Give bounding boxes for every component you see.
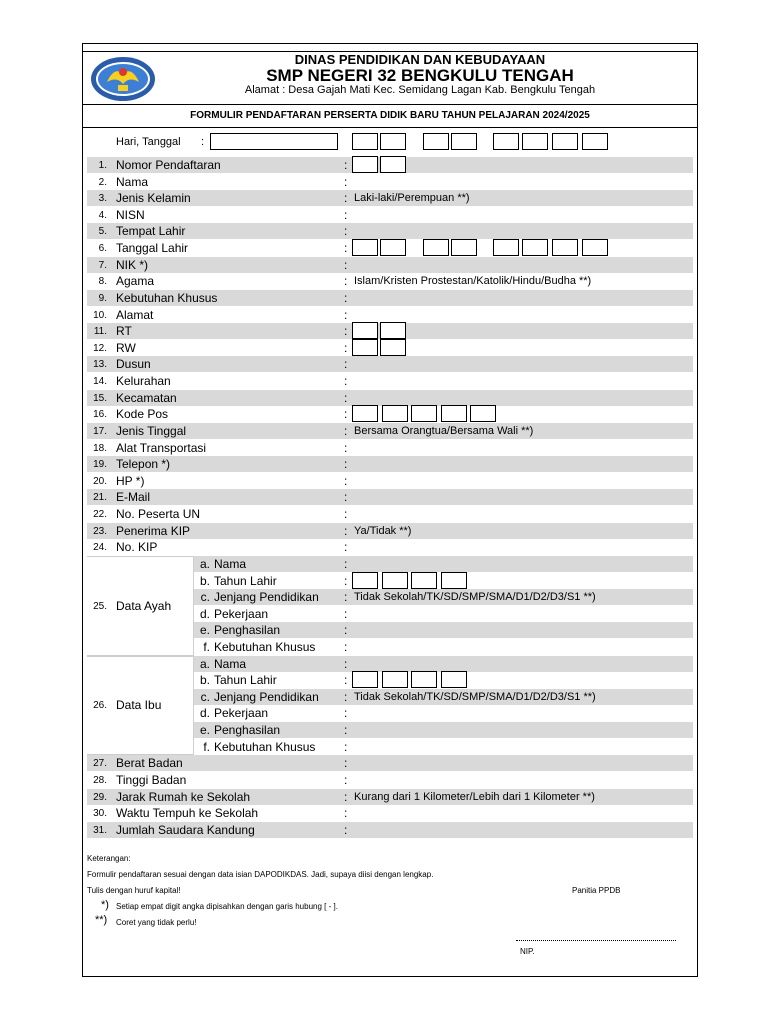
field-number: 1. bbox=[98, 160, 107, 171]
field-colon: : bbox=[344, 290, 348, 305]
field-colon: : bbox=[344, 523, 348, 538]
header-bottom-line bbox=[82, 104, 698, 105]
digit-box[interactable] bbox=[441, 671, 467, 688]
field-label: Nama bbox=[116, 174, 149, 189]
sub-field-letter: d. bbox=[200, 606, 211, 621]
form-row bbox=[87, 805, 693, 821]
notes-line-2: Tulis dengan huruf kapital! bbox=[87, 886, 181, 895]
sub-field-letter: a. bbox=[200, 556, 211, 571]
field-colon: : bbox=[344, 639, 348, 654]
digit-box[interactable] bbox=[352, 671, 378, 688]
group-divider bbox=[193, 656, 194, 756]
digit-box[interactable] bbox=[411, 572, 437, 589]
digit-box[interactable] bbox=[380, 156, 406, 173]
field-label: Kebutuhan Khusus bbox=[116, 290, 218, 305]
field-colon: : bbox=[344, 224, 348, 239]
field-number: 28. bbox=[93, 774, 107, 786]
parent-group-label: Data Ayah bbox=[116, 598, 172, 613]
field-colon: : bbox=[344, 540, 348, 555]
field-number: 22. bbox=[93, 509, 107, 521]
field-label: RW bbox=[116, 340, 136, 355]
field-number: 16. bbox=[93, 409, 107, 421]
form-row bbox=[87, 157, 693, 173]
sub-field-label: Kebutuhan Khusus bbox=[214, 739, 316, 754]
field-number: 13. bbox=[93, 359, 107, 371]
field-number: 12. bbox=[93, 342, 107, 354]
field-number: 2. bbox=[98, 176, 107, 188]
field-label: NISN bbox=[116, 207, 145, 222]
field-colon: : bbox=[344, 191, 348, 206]
digit-box[interactable] bbox=[582, 239, 608, 256]
field-colon: : bbox=[344, 706, 348, 721]
sub-field-label: Penghasilan bbox=[214, 723, 281, 738]
sub-field-letter: c. bbox=[200, 590, 210, 605]
field-colon: : bbox=[344, 673, 348, 688]
sub-field-letter: f. bbox=[203, 639, 210, 654]
field-label: No. KIP bbox=[116, 540, 158, 555]
form-row bbox=[87, 523, 693, 539]
sub-field-label: Kebutuhan Khusus bbox=[214, 639, 316, 654]
date-box[interactable] bbox=[352, 133, 378, 150]
sub-field-label: Jenjang Pendidikan bbox=[214, 590, 319, 605]
nip-label: NIP. bbox=[520, 947, 535, 956]
date-box[interactable] bbox=[423, 133, 449, 150]
school-logo-icon bbox=[90, 56, 156, 102]
school-address: Alamat : Desa Gajah Mati Kec. Semidang Lagan Kab. Bengkulu Tengah bbox=[244, 84, 596, 96]
field-number: 3. bbox=[98, 193, 107, 205]
field-number: 15. bbox=[93, 392, 107, 404]
form-row bbox=[87, 539, 693, 555]
field-colon: : bbox=[344, 689, 348, 704]
parent-group-number: 25. bbox=[93, 600, 107, 612]
date-box[interactable] bbox=[380, 133, 406, 150]
form-row bbox=[87, 772, 693, 788]
form-row bbox=[87, 356, 693, 372]
field-number: 5. bbox=[98, 226, 107, 238]
form-row bbox=[87, 456, 693, 472]
sub-field-label: Tahun Lahir bbox=[214, 573, 277, 588]
digit-box[interactable] bbox=[441, 405, 467, 422]
digit-box[interactable] bbox=[352, 572, 378, 589]
field-option-note: Tidak Sekolah/TK/SD/SMP/SMA/D1/D2/D3/S1 **) bbox=[354, 591, 596, 604]
sub-field-letter: d. bbox=[200, 706, 211, 721]
form-row bbox=[87, 190, 693, 206]
digit-box[interactable] bbox=[451, 239, 477, 256]
agency-name: DINAS PENDIDIKAN DAN KEBUDAYAAN bbox=[294, 52, 546, 67]
field-number: 17. bbox=[93, 425, 107, 437]
digit-box[interactable] bbox=[522, 239, 548, 256]
field-colon: : bbox=[344, 806, 348, 821]
field-label: No. Peserta UN bbox=[116, 507, 201, 522]
field-number: 14. bbox=[93, 376, 107, 388]
field-colon: : bbox=[344, 174, 348, 189]
sub-field-label: Pekerjaan bbox=[214, 606, 269, 621]
title-bottom-line bbox=[82, 127, 698, 128]
field-colon: : bbox=[344, 590, 348, 605]
field-option-note: Tidak Sekolah/TK/SD/SMP/SMA/D1/D2/D3/S1 **) bbox=[354, 690, 596, 703]
field-label: Jumlah Saudara Kandung bbox=[116, 822, 255, 837]
field-label: Penerima KIP bbox=[116, 523, 191, 538]
digit-box[interactable] bbox=[411, 405, 437, 422]
field-colon: : bbox=[344, 257, 348, 272]
star2-symbol: **) bbox=[95, 914, 108, 926]
field-colon: : bbox=[344, 340, 348, 355]
field-colon: : bbox=[344, 606, 348, 621]
digit-box[interactable] bbox=[493, 239, 519, 256]
field-label: Jarak Rumah ke Sekolah bbox=[116, 789, 251, 804]
field-colon: : bbox=[344, 307, 348, 322]
field-label: Tempat Lahir bbox=[116, 224, 186, 239]
digit-box[interactable] bbox=[352, 405, 378, 422]
digit-box[interactable] bbox=[352, 239, 378, 256]
field-colon: : bbox=[344, 440, 348, 455]
digit-box[interactable] bbox=[382, 572, 408, 589]
committee-label: Panitia PPDB bbox=[572, 886, 621, 895]
sub-field-label: Nama bbox=[214, 556, 247, 571]
form-row bbox=[87, 473, 693, 489]
form-row bbox=[87, 406, 693, 422]
star1-symbol: *) bbox=[101, 899, 109, 911]
form-row bbox=[87, 290, 693, 306]
field-colon: : bbox=[344, 656, 348, 671]
field-colon: : bbox=[344, 374, 348, 389]
parent-group-number: 26. bbox=[93, 700, 107, 712]
field-option-note: Islam/Kristen Prostestan/Katolik/Hindu/Budha **) bbox=[354, 275, 592, 288]
date-row bbox=[87, 133, 693, 151]
field-number: 11. bbox=[93, 326, 107, 338]
field-label: Kode Pos bbox=[116, 407, 169, 422]
field-label: Jenis Kelamin bbox=[116, 191, 191, 206]
field-label: Dusun bbox=[116, 357, 151, 372]
digit-box[interactable] bbox=[352, 322, 378, 339]
sub-field-letter: a. bbox=[200, 656, 211, 671]
field-label: HP *) bbox=[116, 473, 145, 488]
field-colon: : bbox=[344, 756, 348, 771]
digit-box[interactable] bbox=[552, 239, 578, 256]
field-colon: : bbox=[344, 573, 348, 588]
field-number: 10. bbox=[93, 309, 107, 321]
field-option-note: Bersama Orangtua/Bersama Wali **) bbox=[354, 424, 534, 437]
sub-field-letter: c. bbox=[200, 689, 210, 704]
field-label: Kelurahan bbox=[116, 374, 171, 389]
field-label: Kecamatan bbox=[116, 390, 177, 405]
date-label: Hari, Tanggal bbox=[116, 136, 181, 148]
form-row bbox=[87, 755, 693, 771]
field-label: RT bbox=[116, 324, 132, 339]
form-row bbox=[87, 174, 693, 190]
form-row bbox=[87, 207, 693, 223]
field-label: Telepon *) bbox=[116, 457, 171, 472]
sub-field-label: Pekerjaan bbox=[214, 706, 269, 721]
field-number: 4. bbox=[98, 209, 107, 221]
field-colon: : bbox=[344, 772, 348, 787]
form-row bbox=[87, 390, 693, 406]
field-colon: : bbox=[344, 357, 348, 372]
field-number: 24. bbox=[93, 542, 107, 554]
signature-line bbox=[516, 940, 676, 941]
form-row bbox=[87, 307, 693, 323]
date-box[interactable] bbox=[451, 133, 477, 150]
field-colon: : bbox=[344, 241, 348, 256]
field-colon: : bbox=[344, 490, 348, 505]
form-row bbox=[87, 822, 693, 838]
digit-box[interactable] bbox=[411, 671, 437, 688]
form-row bbox=[87, 273, 693, 289]
sub-field-label: Jenjang Pendidikan bbox=[214, 689, 319, 704]
field-label: Alamat bbox=[116, 307, 154, 322]
field-label: NIK *) bbox=[116, 257, 149, 272]
date-colon: : bbox=[201, 136, 205, 148]
field-number: 23. bbox=[93, 525, 107, 537]
sub-field-letter: e. bbox=[200, 623, 211, 638]
digit-box[interactable] bbox=[423, 239, 449, 256]
field-number: 9. bbox=[98, 292, 107, 304]
field-colon: : bbox=[344, 473, 348, 488]
star2-text: Coret yang tidak perlu! bbox=[116, 918, 197, 927]
field-label: Tinggi Badan bbox=[116, 772, 187, 787]
sub-field-label: Penghasilan bbox=[214, 623, 281, 638]
sub-field-label: Tahun Lahir bbox=[214, 673, 277, 688]
sub-field-letter: b. bbox=[200, 573, 211, 588]
field-number: 7. bbox=[98, 259, 107, 271]
day-input[interactable] bbox=[210, 133, 338, 150]
field-colon: : bbox=[344, 390, 348, 405]
form-row bbox=[87, 240, 693, 256]
form-row bbox=[87, 423, 693, 439]
date-box[interactable] bbox=[552, 133, 578, 150]
field-colon: : bbox=[344, 507, 348, 522]
field-label: E-Mail bbox=[116, 490, 151, 505]
field-number: 19. bbox=[93, 459, 107, 471]
form-row bbox=[87, 340, 693, 356]
form-row bbox=[87, 789, 693, 805]
digit-box[interactable] bbox=[380, 322, 406, 339]
field-label: Alat Transportasi bbox=[116, 440, 207, 455]
field-number: 29. bbox=[93, 791, 107, 803]
field-option-note: Laki-laki/Perempuan **) bbox=[354, 192, 470, 205]
star1-text: Setiap empat digit angka dipisahkan dengan garis hubung [ - ]. bbox=[116, 902, 338, 911]
field-number: 31. bbox=[93, 824, 107, 836]
field-colon: : bbox=[344, 423, 348, 438]
form-row bbox=[87, 373, 693, 389]
sub-field-letter: f. bbox=[203, 739, 210, 754]
digit-box[interactable] bbox=[470, 405, 496, 422]
form-row bbox=[87, 257, 693, 273]
date-box[interactable] bbox=[582, 133, 608, 150]
notes-heading: Keterangan: bbox=[87, 854, 131, 863]
field-colon: : bbox=[344, 623, 348, 638]
form-row bbox=[87, 489, 693, 505]
sub-field-letter: b. bbox=[200, 673, 211, 688]
field-colon: : bbox=[344, 207, 348, 222]
date-box[interactable] bbox=[493, 133, 519, 150]
field-label: Nomor Pendaftaran bbox=[116, 158, 221, 172]
digit-box[interactable] bbox=[382, 405, 408, 422]
field-colon: : bbox=[344, 822, 348, 837]
parent-group-label: Data Ibu bbox=[116, 698, 162, 713]
field-colon: : bbox=[344, 158, 348, 172]
digit-box[interactable] bbox=[380, 239, 406, 256]
field-colon: : bbox=[344, 739, 348, 754]
field-colon: : bbox=[344, 274, 348, 289]
field-number: 27. bbox=[93, 758, 107, 770]
field-colon: : bbox=[344, 556, 348, 571]
field-number: 20. bbox=[93, 475, 107, 487]
digit-box[interactable] bbox=[380, 339, 406, 356]
digit-box[interactable] bbox=[352, 339, 378, 356]
field-number: 8. bbox=[98, 276, 107, 288]
field-number: 18. bbox=[93, 442, 107, 454]
field-label: Berat Badan bbox=[116, 756, 183, 771]
form-row bbox=[87, 323, 693, 339]
digit-box[interactable] bbox=[352, 156, 378, 173]
digit-box[interactable] bbox=[441, 572, 467, 589]
field-colon: : bbox=[344, 457, 348, 472]
field-option-note: Ya/Tidak **) bbox=[354, 524, 412, 537]
field-label: Tanggal Lahir bbox=[116, 241, 189, 256]
field-number: 30. bbox=[93, 808, 107, 820]
field-colon: : bbox=[344, 324, 348, 339]
field-label: Jenis Tinggal bbox=[116, 423, 187, 438]
field-number: 21. bbox=[93, 492, 107, 504]
sub-field-letter: e. bbox=[200, 723, 211, 738]
date-box[interactable] bbox=[522, 133, 548, 150]
form-row bbox=[87, 440, 693, 456]
school-name: SMP NEGERI 32 BENGKULU TENGAH bbox=[266, 66, 574, 85]
field-number: 6. bbox=[98, 243, 107, 255]
form-row bbox=[87, 506, 693, 522]
field-colon: : bbox=[344, 407, 348, 422]
notes-line-1: Formulir pendaftaran sesuai dengan data isian DAPODIKDAS. Jadi, supaya diisi dengan lengkap. bbox=[87, 870, 434, 879]
field-colon: : bbox=[344, 723, 348, 738]
digit-box[interactable] bbox=[382, 671, 408, 688]
field-colon: : bbox=[344, 789, 348, 804]
form-row bbox=[87, 223, 693, 239]
form-title: FORMULIR PENDAFTARAN PERSERTA DIDIK BARU TAHUN PELAJARAN 2024/2025 bbox=[190, 110, 590, 121]
sub-field-label: Nama bbox=[214, 656, 247, 671]
group-divider bbox=[193, 556, 194, 656]
field-label: Agama bbox=[116, 274, 155, 289]
field-option-note: Kurang dari 1 Kilometer/Lebih dari 1 Kilometer **) bbox=[354, 790, 595, 803]
field-label: Waktu Tempuh ke Sekolah bbox=[116, 806, 259, 821]
